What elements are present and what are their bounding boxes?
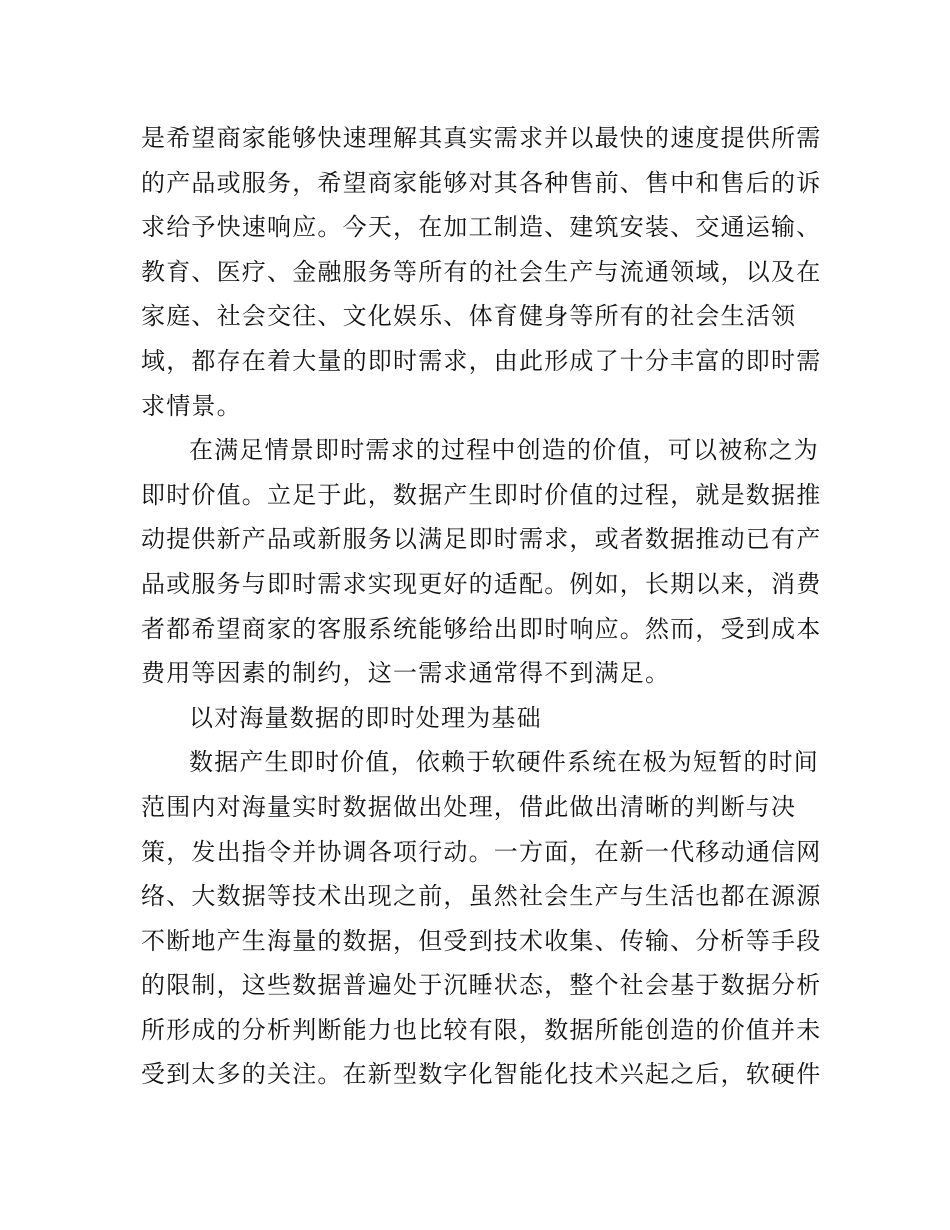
paragraph-data-processing (141, 740, 822, 1097)
text-line: 域，都存在着大量的即时需求，由此形成了十分丰富的即时需 (141, 346, 822, 375)
section-heading (141, 696, 811, 741)
text-line: 家庭、社会交往、文化娱乐、体育健身等所有的社会生活领 (141, 302, 797, 331)
text-line: 求给予快速响应。今天，在加工制造、建筑安装、交通运输、 (141, 213, 822, 242)
paragraph-instant-value (141, 428, 822, 696)
text-line: 策，发出指令并协调各项行动。一方面，在新一代移动通信网 (141, 837, 822, 866)
document-body (141, 116, 822, 1097)
text-line: 是希望商家能够快速理解其真实需求并以最快的速度提供所需 (141, 124, 822, 152)
text-line: 不断地产生海量的数据，但受到技术收集、传输、分析等手段 (141, 926, 822, 955)
text-line: 即时价值。立足于此，数据产生即时价值的过程，就是数据推 (141, 480, 822, 509)
text-line: 教育、医疗、金融服务等所有的社会生产与流通领域，以及在 (141, 257, 822, 286)
text-line: 络、大数据等技术出现之前，虽然社会生产与生活也都在源源 (141, 882, 822, 911)
text-line: 动提供新产品或新服务以满足即时需求，或者数据推动已有产 (141, 525, 822, 554)
text-line: 品或服务与即时需求实现更好的适配。例如，长期以来，消费 (141, 569, 822, 598)
paragraph-demand-scenarios (141, 116, 822, 428)
text-line: 求情景。 (141, 391, 242, 420)
text-line: 的产品或服务，希望商家能够对其各种售前、售中和售后的诉 (141, 168, 822, 197)
text-line: 范围内对海量实时数据做出处理，借此做出清晰的判断与决 (141, 792, 797, 821)
text-line: 数据产生即时价值，依赖于软硬件系统在极为短暂的时间 (189, 748, 819, 777)
text-line: 者都希望商家的客服系统能够给出即时响应。然而，受到成本 (141, 614, 822, 643)
text-line: 受到太多的关注。在新型数字化智能化技术兴起之后，软硬件 (141, 1060, 822, 1089)
heading-text: 以对海量数据的即时处理为基础 (189, 703, 542, 732)
text-line: 费用等因素的制约，这一需求通常得不到满足。 (141, 659, 671, 688)
text-line: 所形成的分析判断能力也比较有限，数据所能创造的价值并未 (141, 1015, 822, 1044)
text-line: 的限制，这些数据普遍处于沉睡状态，整个社会基于数据分析 (141, 971, 822, 1000)
text-line: 在满足情景即时需求的过程中创造的价值，可以被称之为 (189, 436, 819, 465)
